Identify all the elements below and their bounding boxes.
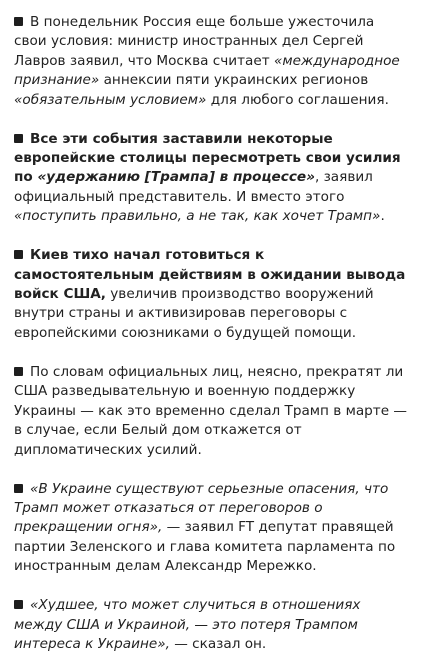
bold-text: Киев тихо начал готовиться к самостоятельным действиям в ожидании вывода войск США,: [14, 247, 406, 303]
bullet-icon: [14, 600, 23, 609]
paragraph-russia-conditions: [14, 13, 408, 110]
text: — заявил FT депутат правящей партии Зеленского и глава комитета парламента по иностранным делам Александр Мережко.: [14, 519, 396, 575]
text: В понедельник Россия еще больше ужесточила свои условия: министр иностранных дел Сергей Лавров заявил, что Москва считает: [14, 14, 375, 69]
quote: «международное признание»: [14, 52, 400, 89]
paragraph-merezhko-quote: [14, 480, 408, 577]
text: увеличив производство вооружений внутри страны и активизировав переговоры с европейскими союзниками о будущей помощи.: [14, 286, 374, 341]
text: .: [380, 208, 385, 225]
text: По словам официальных лиц, неясно, прекратят ли США разведывательную и военную поддержку Украины — как это временно сделал Трамп в марте — в случае, если Белый дом откажется от дипломатических усилий.: [14, 363, 408, 458]
quote: «обязательным условием»: [14, 91, 207, 108]
bullet-icon: [14, 17, 23, 26]
quote: «Худшее, что может случиться в отношениях между США и Украиной, — это потеря Трампом интереса к Украине»,: [14, 597, 361, 652]
text: Все эти события заставили некоторые европейские столицы пересмотреть свои усилия по: [14, 130, 401, 186]
text: — сказал он.: [169, 635, 267, 652]
bullet-icon: [14, 484, 23, 493]
paragraph-worst-case-quote: [14, 596, 408, 654]
bullet-icon: [14, 367, 23, 376]
quote: «удержанию [Трампа] в процессе»: [37, 169, 315, 186]
paragraph-kyiv-preparing: [14, 246, 408, 343]
quote: «поступить правильно, а не так, как хочет Трамп»: [14, 208, 381, 225]
paragraph-us-intelligence: [14, 363, 408, 460]
text: аннексии пяти украинских регионов: [99, 72, 369, 89]
bullet-icon: [14, 250, 23, 259]
quote: «В Украине существуют серьезные опасения, что Трамп может отказаться от переговоров о прекращении огня»,: [14, 480, 389, 536]
text: , заявил официальный представитель. И вместо этого: [14, 169, 373, 205]
paragraph-european-capitals: [14, 130, 408, 227]
text: для любого соглашения.: [206, 91, 389, 108]
bullet-icon: [14, 134, 23, 143]
